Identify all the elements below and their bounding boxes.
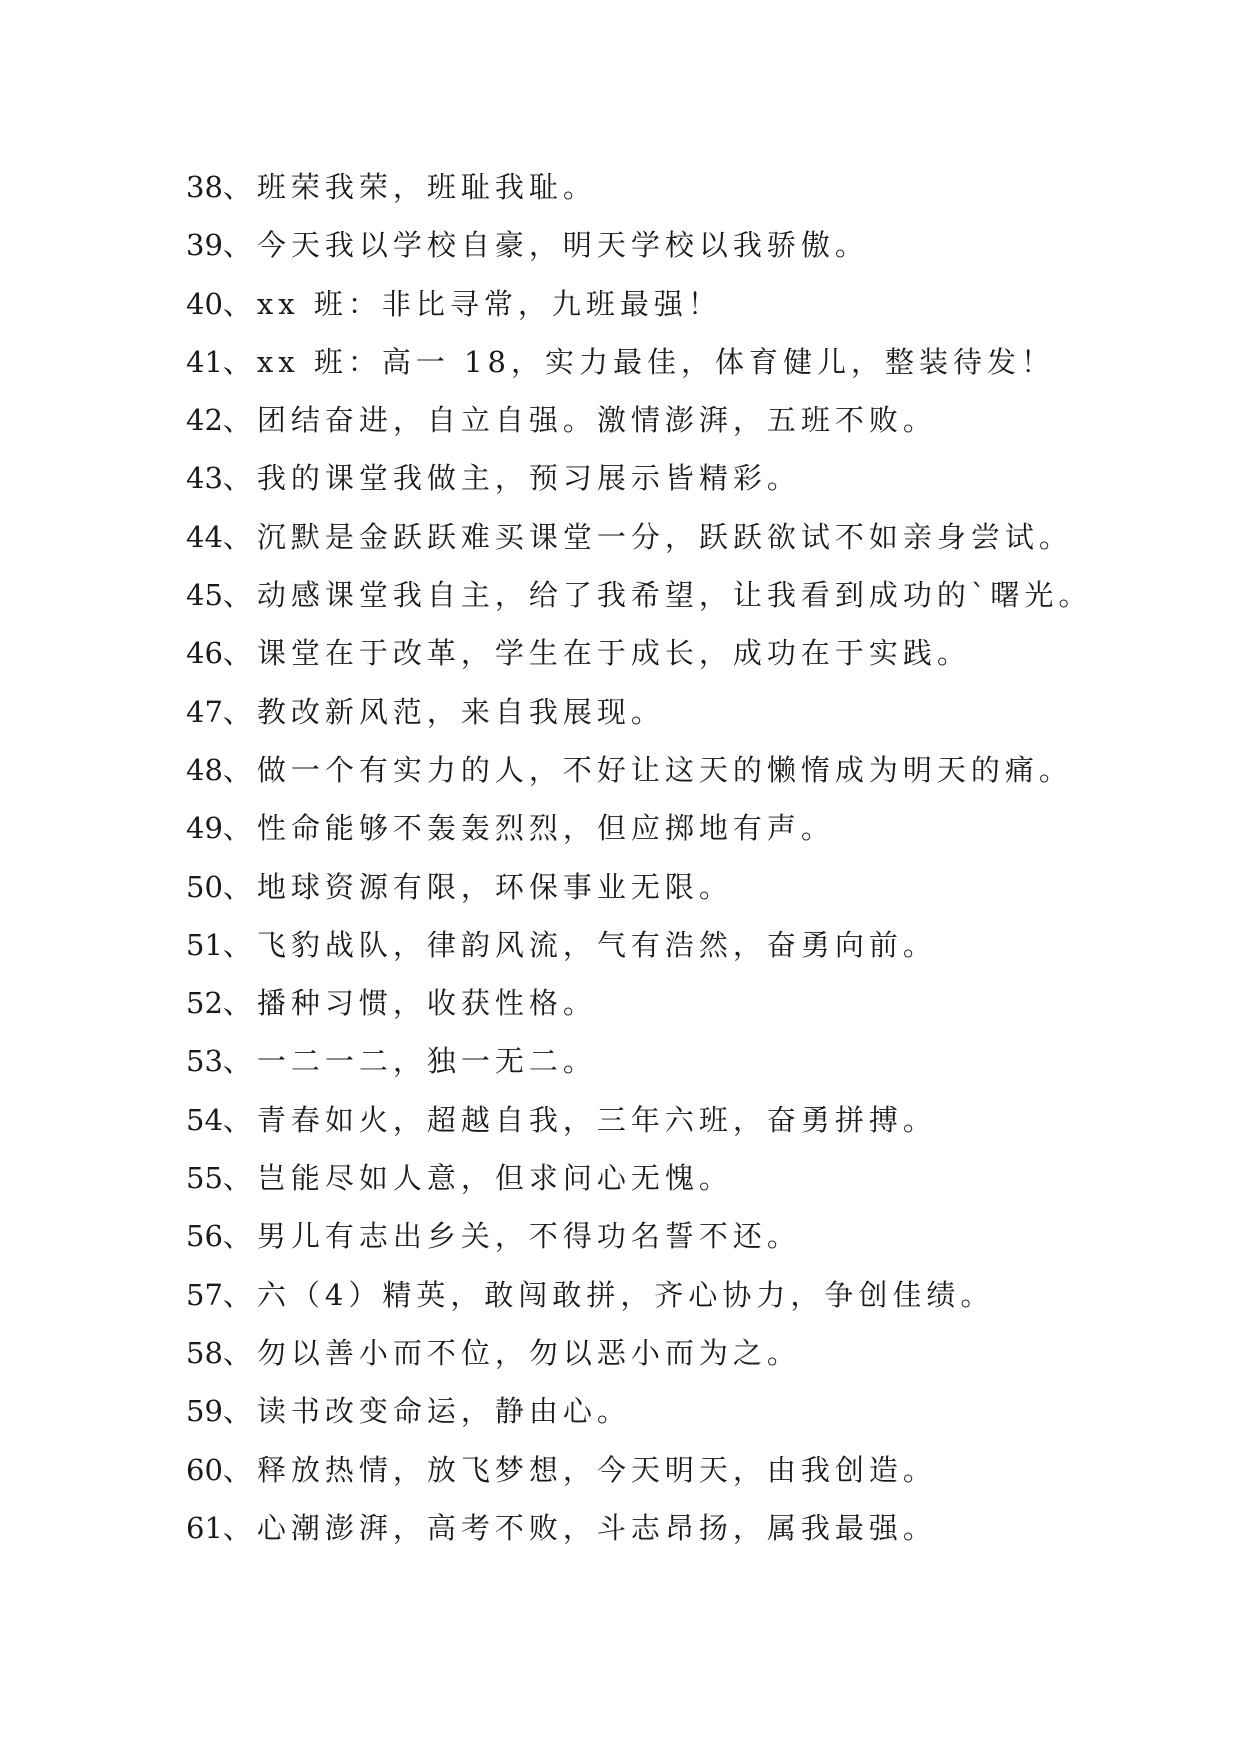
- list-item: [186, 741, 1186, 799]
- item-separator: 、: [222, 1102, 257, 1137]
- item-separator: 、: [222, 927, 257, 962]
- item-separator: 、: [222, 286, 257, 321]
- item-text: 地球资源有限，环保事业无限。: [256, 869, 733, 904]
- item-separator: 、: [222, 1219, 257, 1254]
- item-number: 55: [186, 1161, 223, 1196]
- item-text: xx 班：非比寻常，九班最强！: [256, 286, 722, 321]
- list-item: [186, 566, 1186, 624]
- list-item: [186, 624, 1186, 682]
- item-text: 一二一二，独一无二。: [256, 1044, 597, 1079]
- item-text: 男儿有志出乡关，不得功名誓不还。: [256, 1219, 801, 1254]
- list-item: [186, 333, 1186, 391]
- item-text: 读书改变命运，静由心。: [256, 1394, 631, 1429]
- item-text: 班荣我荣，班耻我耻。: [256, 170, 597, 204]
- item-text: 沉默是金跃跃难买课堂一分，跃跃欲试不如亲身尝试。: [256, 519, 1073, 554]
- item-separator: 、: [222, 1161, 257, 1196]
- item-number: 57: [186, 1277, 223, 1312]
- item-number: 54: [186, 1102, 223, 1137]
- list-item: [186, 1324, 1186, 1382]
- list-item: [186, 158, 1186, 216]
- list-item: [186, 858, 1186, 916]
- item-number: 49: [186, 811, 223, 846]
- item-number: 40: [186, 286, 223, 321]
- item-number: 58: [186, 1335, 223, 1370]
- item-separator: 、: [222, 170, 257, 204]
- list-item: [186, 683, 1186, 741]
- list-item: [186, 275, 1186, 333]
- item-separator: 、: [222, 636, 257, 671]
- item-separator: 、: [222, 1277, 257, 1312]
- list-item: [186, 391, 1186, 449]
- list-item: [186, 1382, 1186, 1440]
- list-item: [186, 799, 1186, 857]
- item-text: 我的课堂我做主，预习展示皆精彩。: [256, 461, 801, 496]
- item-number: 42: [186, 403, 223, 438]
- item-number: 38: [186, 170, 223, 204]
- item-number: 43: [186, 461, 223, 496]
- item-text: 释放热情，放飞梦想，今天明天，由我创造。: [256, 1452, 937, 1487]
- item-separator: 、: [222, 1394, 257, 1429]
- item-separator: 、: [222, 869, 257, 904]
- item-text: 心潮澎湃，高考不败，斗志昂扬，属我最强。: [256, 1510, 937, 1545]
- item-separator: 、: [222, 228, 257, 263]
- item-separator: 、: [222, 752, 257, 787]
- item-text: 教改新风范，来自我展现。: [256, 694, 665, 729]
- item-number: 46: [186, 636, 223, 671]
- item-number: 51: [186, 927, 223, 962]
- list-item: [186, 1032, 1186, 1090]
- item-text: xx 班：高一 18，实力最佳，体育健儿，整装待发！: [256, 344, 1055, 379]
- item-separator: 、: [222, 461, 257, 496]
- item-text: 动感课堂我自主，给了我希望，让我看到成功的`曙光。: [256, 578, 1093, 613]
- item-text: 今天我以学校自豪，明天学校以我骄傲。: [256, 228, 869, 263]
- list-item: [186, 449, 1186, 507]
- item-number: 47: [186, 694, 223, 729]
- item-number: 53: [186, 1044, 223, 1079]
- item-text: 团结奋进，自立自强。激情澎湃，五班不败。: [256, 403, 937, 438]
- item-number: 45: [186, 578, 223, 613]
- item-separator: 、: [222, 344, 257, 379]
- item-text: 飞豹战队，律韵风流，气有浩然，奋勇向前。: [256, 927, 937, 962]
- item-number: 50: [186, 869, 223, 904]
- item-text: 性命能够不轰轰烈烈，但应掷地有声。: [256, 811, 835, 846]
- item-text: 岂能尽如人意，但求问心无愧。: [256, 1161, 733, 1196]
- item-separator: 、: [222, 1510, 257, 1545]
- item-number: 56: [186, 1219, 223, 1254]
- item-text: 课堂在于改革，学生在于成长，成功在于实践。: [256, 636, 971, 671]
- list-item: [186, 1207, 1186, 1265]
- list-item: [186, 216, 1186, 274]
- item-separator: 、: [222, 1044, 257, 1079]
- list-item: [186, 974, 1186, 1032]
- item-number: 41: [186, 344, 223, 379]
- item-separator: 、: [222, 519, 257, 554]
- list-item: [186, 1266, 1186, 1324]
- item-number: 60: [186, 1452, 223, 1487]
- item-text: 六（4）精英，敢闯敢拼，齐心协力，争创佳绩。: [256, 1277, 995, 1312]
- item-text: 播种习惯，收获性格。: [256, 986, 597, 1021]
- item-separator: 、: [222, 986, 257, 1021]
- item-number: 52: [186, 986, 223, 1021]
- item-separator: 、: [222, 694, 257, 729]
- item-separator: 、: [222, 1335, 257, 1370]
- item-separator: 、: [222, 403, 257, 438]
- item-separator: 、: [222, 1452, 257, 1487]
- slogan-list: [186, 158, 1186, 1557]
- list-item: [186, 1091, 1186, 1149]
- item-separator: 、: [222, 578, 257, 613]
- item-number: 39: [186, 228, 223, 263]
- item-text: 做一个有实力的人，不好让这天的懒惰成为明天的痛。: [256, 752, 1073, 787]
- item-text: 勿以善小而不位，勿以恶小而为之。: [256, 1335, 801, 1370]
- item-text: 青春如火，超越自我，三年六班，奋勇拼搏。: [256, 1102, 937, 1137]
- list-item: [186, 508, 1186, 566]
- item-separator: 、: [222, 811, 257, 846]
- item-number: 44: [186, 519, 223, 554]
- list-item: [186, 1149, 1186, 1207]
- list-item: [186, 916, 1186, 974]
- item-number: 61: [186, 1510, 223, 1545]
- item-number: 48: [186, 752, 223, 787]
- list-item: [186, 1441, 1186, 1499]
- item-number: 59: [186, 1394, 223, 1429]
- list-item: [186, 1499, 1186, 1557]
